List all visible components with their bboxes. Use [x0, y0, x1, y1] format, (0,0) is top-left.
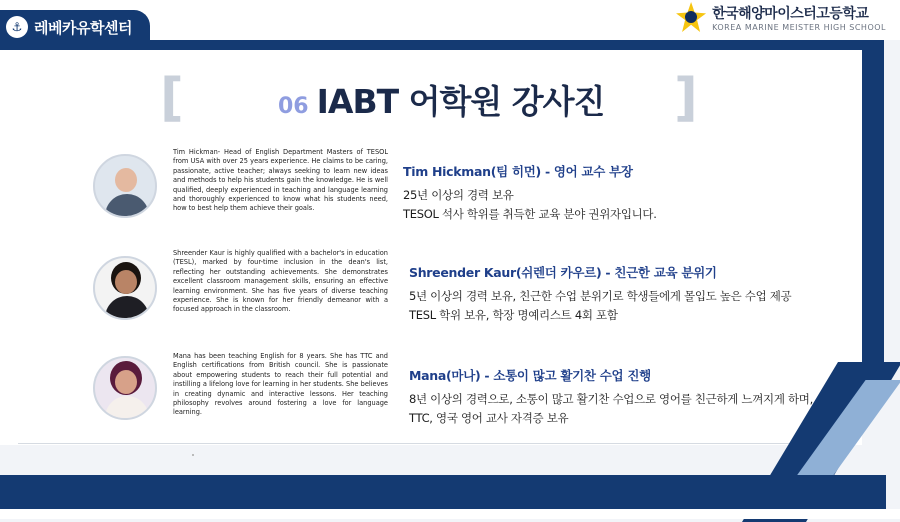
instructor-name: Mana(마나) - 소통이 많고 활기찬 수업 진행 [409, 368, 651, 383]
avatar-tim-hickman [93, 154, 157, 218]
bracket-left: [ [160, 68, 184, 128]
avatar-mana [93, 356, 157, 420]
info-shreender-kaur [409, 263, 791, 325]
instructor-detail: TESL 학위 보유, 학장 명예리스트 4회 포함 [409, 308, 618, 322]
section-number: 06 [278, 94, 309, 119]
info-mana [409, 366, 813, 428]
footer-bar [0, 475, 886, 509]
instructor-detail: 5년 이상의 경력 보유, 친근한 수업 분위기로 학생들에게 몰입도 높은 수업 제공 [409, 289, 792, 303]
instructor-name: Shreender Kaur(쉬렌더 카우르) - 친근한 교육 분위기 [409, 265, 717, 280]
instructor-detail: TESOL 석사 학위를 취득한 교육 분야 권위자입니다. [403, 207, 657, 221]
school-logo [676, 2, 886, 32]
instructor-detail: 25년 이상의 경력 보유 [403, 188, 514, 202]
decor-dot [192, 454, 194, 456]
section-title: IABT 어학원 강사진 [316, 82, 605, 121]
header-strip [0, 40, 884, 50]
avatar-shreender-kaur [93, 256, 157, 320]
center-tab [0, 10, 150, 44]
bio-mana: Mana has been teaching English for 8 years. She has TTC and English certifications from British council. She is passionate about empowering students to reach their full potential and instilling a lifelong love for learning in her students. She believes in creating dynamic and interactive lessons. Her teaching philosophy revolves around fostering a love for language learning. [173, 352, 388, 417]
bio-tim-hickman: Tim Hickman- Head of English Department Masters of TESOL from USA with over 25 years experience. He claims to be caring, passionate, active teacher; always seeking to learn new ideas and methods to help his students gain the knowledge. He is well qualified, deeply experienced in teaching and language learning and thoroughly experienced to know what his students need, how to best help them achieve their goals. [173, 148, 388, 213]
bracket-right: ] [674, 68, 698, 128]
shield-emblem-icon: ⚓ [6, 16, 28, 38]
star-emblem-icon [676, 2, 706, 32]
tab-title: 레베카유학센터 [34, 18, 132, 37]
info-tim-hickman [403, 162, 657, 224]
instructor-detail: TTC, 영국 영어 교사 자격증 보유 [409, 411, 569, 425]
school-name-ko: 한국해양마이스터고등학교 [712, 5, 869, 22]
instructor-name: Tim Hickman(팀 히먼) - 영어 교수 부장 [403, 164, 633, 179]
bottom-edge [0, 509, 900, 519]
bio-shreender-kaur: Shreender Kaur is highly qualified with a bachelor's in education (TESL), marked by four-time inclusion in the dean's list, reflecting her outstanding achievements. She demonstrates excellent classroom management skills, ensuring an effective learning environment. She has five years of diverse teaching experience. She is known for her friendly demeanor with a focused approach in the classroom. [173, 249, 388, 314]
instructor-detail: 8년 이상의 경력으로, 소통이 많고 활기찬 수업으로 영어를 친근하게 느껴지게 하며, [409, 392, 813, 406]
section-heading [278, 76, 604, 123]
school-name-en: KOREA MARINE MEISTER HIGH SCHOOL [712, 22, 886, 32]
card-divider [18, 443, 818, 444]
right-side-bar [862, 50, 884, 380]
slide-card [0, 50, 862, 445]
